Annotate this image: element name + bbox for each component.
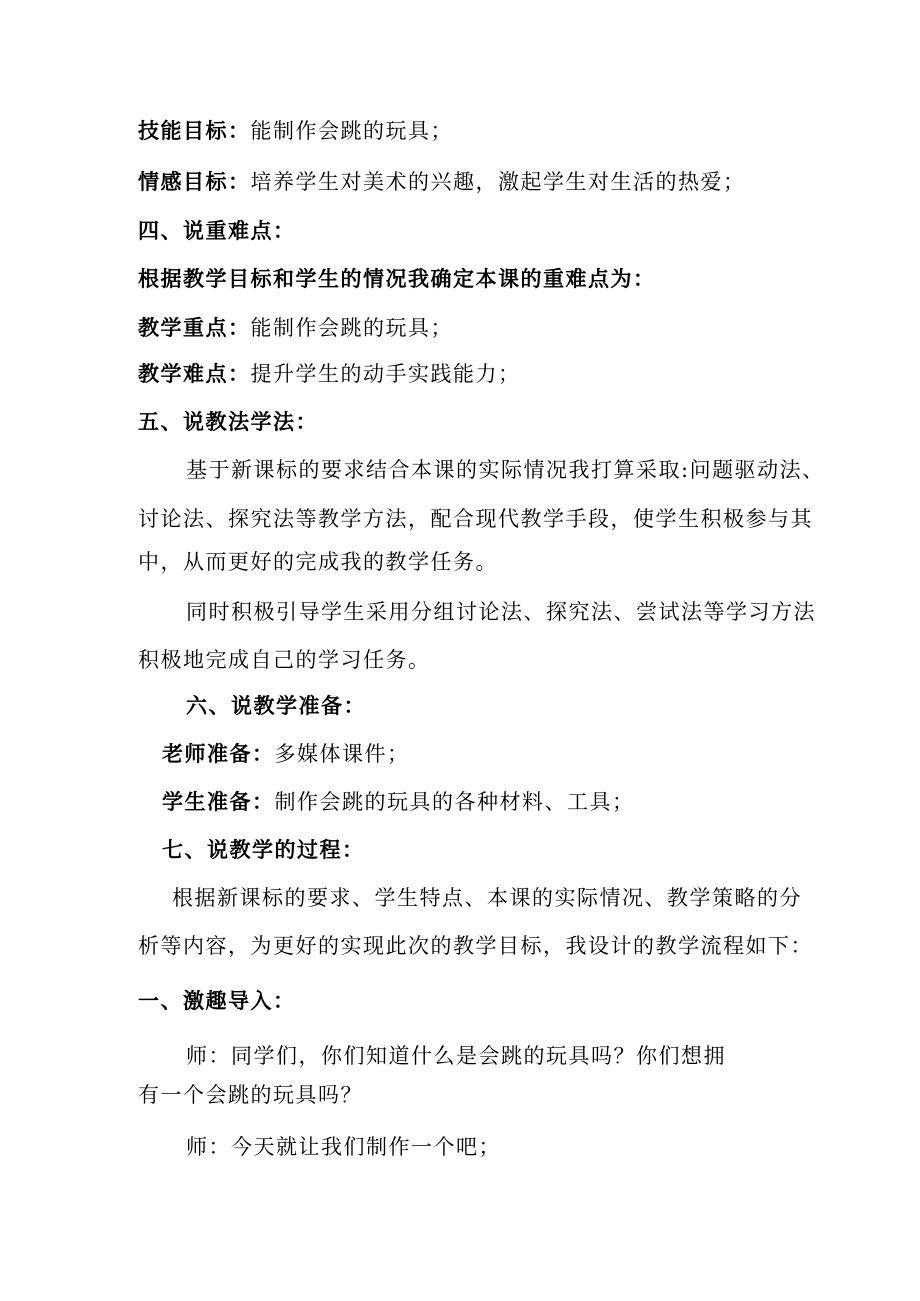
dialogue-line: 有一个会跳的玩具吗？: [138, 1083, 363, 1107]
emotion-goal-label: 情感目标：: [138, 170, 251, 194]
section5-heading: 五、说教法学法：: [138, 410, 318, 434]
methods-paragraph-line: 同时积极引导学生采用分组讨论法、探究法、尝试法等学习方法: [186, 600, 816, 624]
student-prep-line: [162, 789, 635, 815]
section7-heading: 七、说教学的过程：: [162, 838, 365, 862]
section6-heading: 六、说教学准备：: [186, 694, 366, 718]
skill-goal-text: 能制作会跳的玩具；: [250, 119, 453, 143]
teaching-difficulty-line: [138, 361, 521, 387]
teaching-difficulty-text: 提升学生的动手实践能力；: [250, 362, 521, 386]
methods-paragraph-line: 基于新课标的要求结合本课的实际情况我打算采取:问题驱动法、: [186, 458, 825, 482]
methods-paragraph-line: 讨论法、探究法等教学方法，配合现代教学手段，使学生积极参与其: [138, 507, 813, 531]
process-paragraph-line: 根据新课标的要求、学生特点、本课的实际情况、教学策略的分: [172, 886, 802, 910]
key-points-intro: 根据教学目标和学生的情况我确定本课的重难点为：: [138, 267, 656, 291]
dialogue-line: 师：今天就让我们制作一个吧；: [186, 1135, 501, 1159]
skill-goal-label: 技能目标：: [138, 119, 251, 143]
teaching-focus-text: 能制作会跳的玩具；: [250, 316, 453, 340]
step1-heading: 一、激趣导入：: [138, 989, 296, 1013]
teacher-prep-label: 老师准备：: [162, 742, 275, 766]
teacher-prep-line: [162, 741, 410, 767]
process-paragraph-line: 析等内容，为更好的实现此次的教学目标，我设计的教学流程如下：: [138, 934, 813, 958]
emotion-goal-text: 培养学生对美术的兴趣，激起学生对生活的热爱；: [250, 170, 746, 194]
teaching-focus-line: [138, 315, 453, 341]
methods-paragraph-line: 积极地完成自己的学习任务。: [138, 648, 431, 672]
student-prep-text: 制作会跳的玩具的各种材料、工具；: [274, 790, 635, 814]
student-prep-label: 学生准备：: [162, 790, 275, 814]
teaching-focus-label: 教学重点：: [138, 316, 251, 340]
skill-goal-line: [138, 118, 453, 144]
methods-paragraph-line: 中，从而更好的完成我的教学任务。: [138, 550, 498, 574]
section4-heading: 四、说重难点：: [138, 219, 296, 243]
teaching-difficulty-label: 教学难点：: [138, 362, 251, 386]
emotion-goal-line: [138, 169, 746, 195]
teacher-prep-text: 多媒体课件；: [274, 742, 410, 766]
dialogue-line: 师：同学们，你们知道什么是会跳的玩具吗？你们想拥: [186, 1044, 726, 1068]
